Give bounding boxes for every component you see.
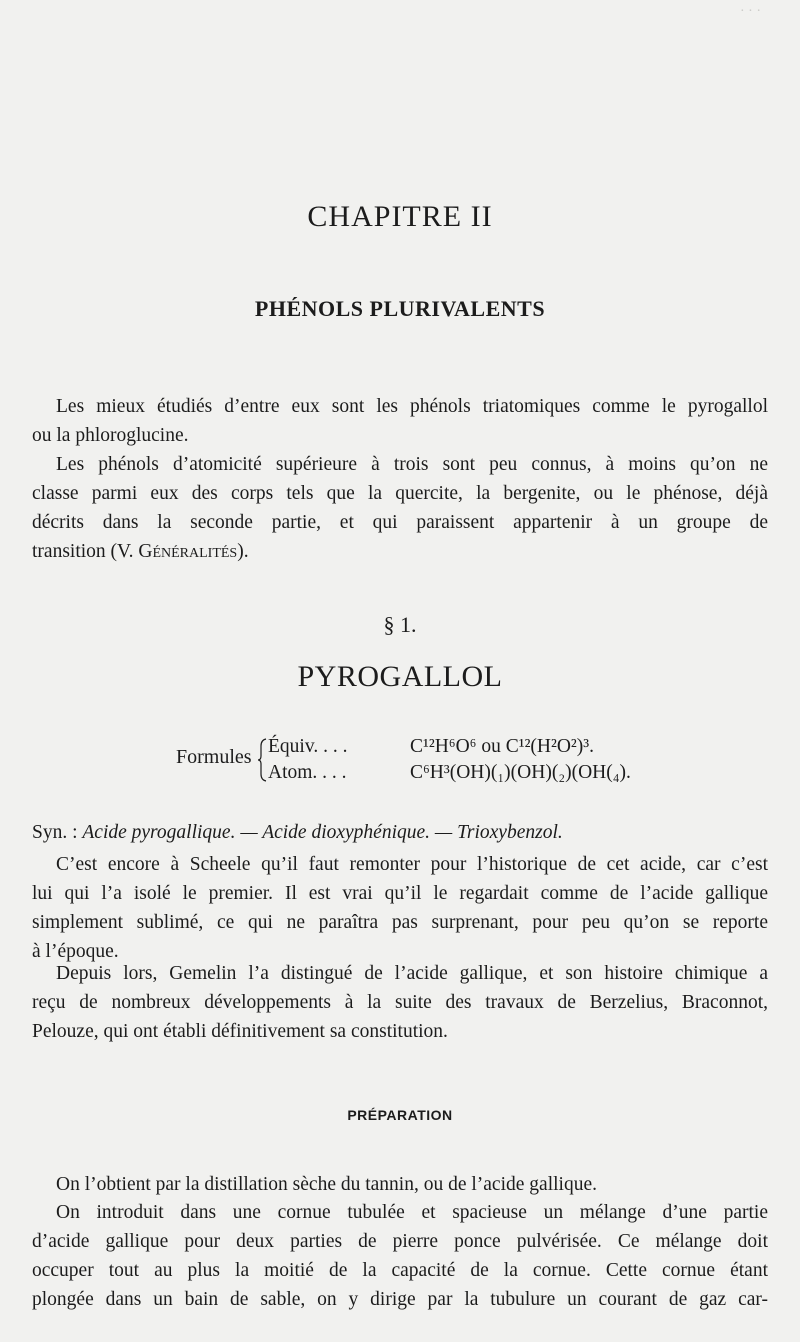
bleed-through-text: · · · bbox=[740, 4, 761, 19]
text-line: transition (V. Généralités). bbox=[32, 541, 249, 562]
text-line: classe parmi eux des corps tels que la quercite, la bergenite, ou le phénose, déjà bbox=[32, 483, 768, 504]
text-line: à l’époque. bbox=[32, 941, 119, 962]
formula-atom-label: Atom. . . . bbox=[268, 762, 347, 783]
synonyms-line bbox=[32, 822, 563, 844]
brace-symbol bbox=[257, 738, 267, 786]
formula-equiv-row bbox=[268, 736, 594, 758]
history-paragraph-2 bbox=[32, 959, 768, 1046]
text-line: On introduit dans une cornue tubulée et spacieuse un mélange d’une partie bbox=[56, 1202, 768, 1223]
text-line: Pelouze, qui ont établi définitivement sa constitution. bbox=[32, 1021, 448, 1042]
intro-paragraph-1 bbox=[32, 392, 768, 450]
section-title: PHÉNOLS PLURIVALENTS bbox=[254, 296, 546, 321]
text-line: d’acide gallique pour deux parties de pierre ponce pulvérisée. Ce mélange doit bbox=[32, 1231, 768, 1252]
text-line: lui qui l’a isolé le premier. Il est vrai qu’il le regardait comme de l’acide gallique bbox=[32, 883, 768, 904]
text-line: plongée dans un bain de sable, on y dirige par la tubulure un courant de gaz car- bbox=[32, 1289, 768, 1310]
text-line: ou la phloroglucine. bbox=[32, 425, 189, 446]
text-line: Les phénols d’atomicité supérieure à trois sont peu connus, à moins qu’on ne bbox=[56, 454, 768, 475]
history-paragraph-1 bbox=[32, 850, 768, 966]
formula-atom-value: C⁶H³(OH)(₁)(OH)(₂)(OH(₄). bbox=[410, 762, 631, 783]
synonyms-prefix: Syn. : bbox=[32, 822, 83, 843]
cross-reference: Généralités bbox=[138, 541, 238, 562]
preparation-heading: PRÉPARATION bbox=[347, 1107, 453, 1123]
compound-title: PYROGALLOL bbox=[297, 660, 503, 693]
preparation-paragraph-1 bbox=[32, 1170, 768, 1199]
text-line: occuper tout au plus la moitié de la capacité de la cornue. Cette cornue étant bbox=[32, 1260, 768, 1281]
text-line: simplement sublimé, ce qui ne paraîtra pas surprenant, pour peu qu’on se reporte bbox=[32, 912, 768, 933]
text-line: C’est encore à Scheele qu’il faut remonter pour l’historique de cet acide, car c’est bbox=[56, 854, 768, 875]
formula-atom-row bbox=[268, 762, 631, 784]
formulas-label: Formules bbox=[176, 746, 252, 768]
formula-equiv-label: Équiv. . . . bbox=[268, 736, 348, 757]
synonyms-names: Acide pyrogallique. — Acide dioxyphénique. — Trioxybenzol. bbox=[82, 822, 563, 843]
text-line: Depuis lors, Gemelin l’a distingué de l’acide gallique, et son histoire chimique a bbox=[56, 963, 768, 984]
formula-equiv-value: C¹²H⁶O⁶ ou C¹²(H²O²)³. bbox=[410, 736, 594, 757]
brace-icon bbox=[257, 738, 267, 782]
preparation-paragraph-2 bbox=[32, 1198, 768, 1314]
intro-paragraph-2 bbox=[32, 450, 768, 566]
text-line: décrits dans la seconde partie, et qui paraissent appartenir à un groupe de bbox=[32, 512, 768, 533]
section-number: § 1. bbox=[383, 612, 417, 637]
chapter-title: CHAPITRE II bbox=[307, 200, 493, 233]
text-line: Les mieux étudiés d’entre eux sont les phénols triatomiques comme le pyrogallol bbox=[56, 396, 768, 417]
text-line: reçu de nombreux développements à la suite des travaux de Berzelius, Braconnot, bbox=[32, 992, 768, 1013]
text-line: On l’obtient par la distillation sèche du tannin, ou de l’acide gallique. bbox=[56, 1174, 597, 1195]
